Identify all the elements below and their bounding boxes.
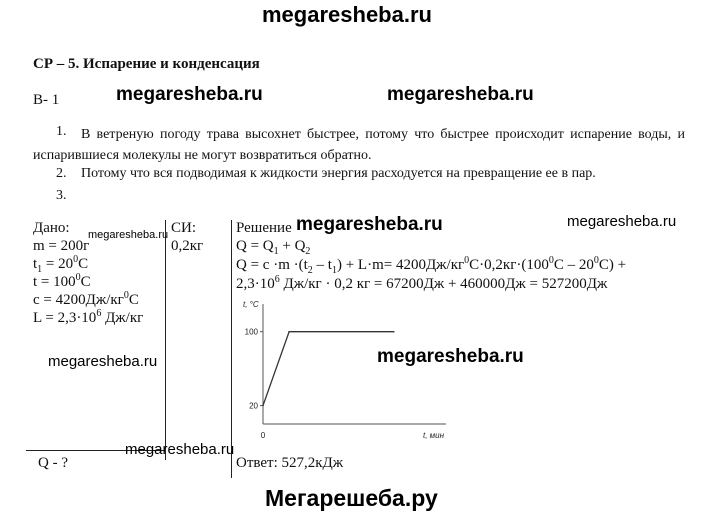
watermark-left-mid: megaresheba.ru: [48, 353, 158, 370]
y-tick-label-0: 20: [249, 401, 258, 411]
watermark-graph: megaresheba.ru: [377, 346, 524, 367]
equation-3: $2,3\cdot 10^6$ Дж/кг · 0,2 кг = 67200Дж + 460000Дж = 527200Дж: [236, 274, 608, 292]
equation-2: $Q = с \cdot m \cdot(t_2 - t_1) + L\cdot m= 4200Дж/кг^0С\cdot 0,2кг\cdot(100^0С - 20^0С)$ +: [236, 255, 627, 276]
series-point-0-2: [393, 331, 395, 333]
watermark-top: megaresheba.ru: [262, 2, 432, 27]
item-2-text: Потому что вся подводимая к жидкости энергия расходуется на превращение ее в пар.: [81, 166, 596, 181]
section-title: СР – 5. Испарение и конденсация: [33, 56, 260, 72]
column-divider-1: [165, 220, 166, 460]
watermark-row1-left: megaresheba.ru: [116, 84, 263, 105]
temperature-graph: [236, 294, 456, 454]
solution-header: Решение: [236, 220, 292, 236]
given-c: $с = 4200Дж/кг^0С$: [33, 290, 139, 308]
given-t: $t = 100^0С$: [33, 272, 91, 290]
watermark-footer: Мегарешеба.ру: [265, 485, 438, 511]
y-tick-label-1: 100: [244, 327, 258, 337]
item-1-number: 1.: [56, 124, 67, 139]
column-divider-2: [231, 220, 232, 478]
x-axis-label: t, мин: [423, 431, 445, 440]
equation-1: $Q = Q_1 + Q_2$: [236, 238, 311, 257]
watermark-row1-right: megaresheba.ru: [387, 84, 534, 105]
watermark-bottom-small: megaresheba.ru: [125, 441, 235, 458]
si-header: СИ:: [171, 220, 197, 236]
given-header: Дано:: [33, 220, 70, 236]
item-3-number: 3.: [56, 188, 67, 203]
given-t1: $t_1 = 20^0С$: [33, 254, 89, 275]
si-mass-value: 0,2кг: [171, 238, 204, 254]
variant-label: В- 1: [33, 92, 60, 108]
find-quantity: Q - ?: [38, 455, 68, 471]
y-axis-label: t, °С: [243, 300, 259, 309]
item-1-text: В ветреную погоду трава высохнет быстрее, потому что быстрее происходит испарение воды, и испарившиеся молекулы не могут возвратиться обратно.: [33, 127, 685, 163]
series-point-0-1: [288, 331, 290, 333]
watermark-right-small: megaresheba.ru: [567, 213, 677, 230]
given-mass: m = 200г: [33, 238, 90, 254]
answer: Ответ: 527,2кДж: [236, 455, 344, 471]
watermark-given-small: megaresheba.ru: [88, 229, 169, 241]
item-2-number: 2.: [56, 166, 67, 181]
given-L: $L = 2,3\cdot 10^6$ Дж/кг: [33, 308, 144, 326]
series-point-0-0: [262, 405, 264, 407]
watermark-solution: megaresheba.ru: [296, 214, 443, 235]
x-tick-label-0: 0: [260, 431, 266, 440]
series-line-0: [263, 332, 394, 406]
